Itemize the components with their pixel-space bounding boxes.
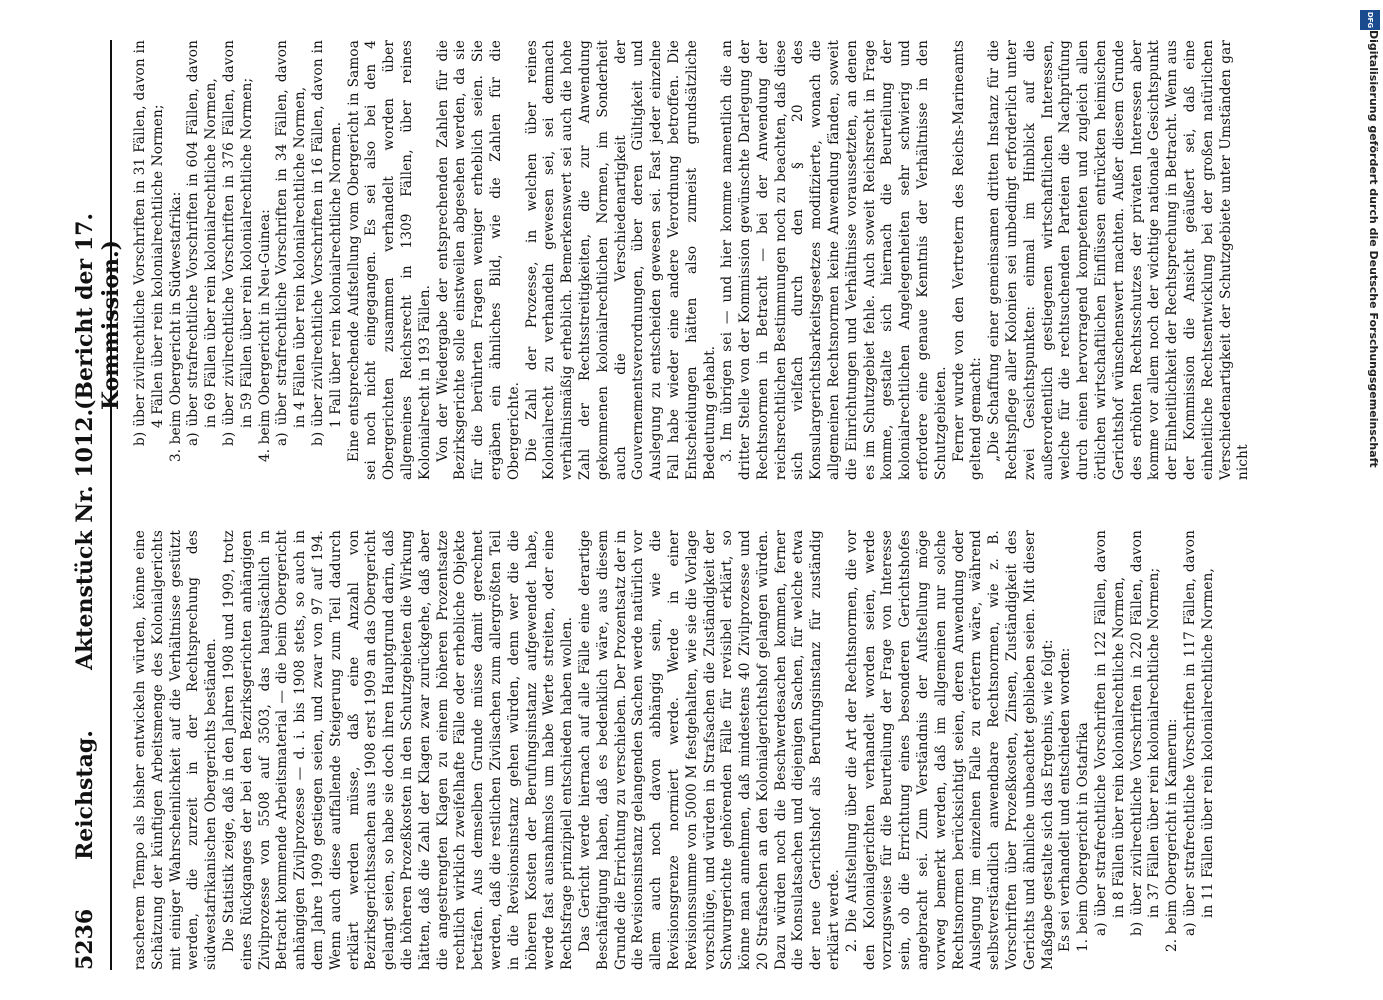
right-column-paragraph: Eine entsprechende Aufstellung vom Obergericht in Samoa sei noch nicht eingegangen. Es sei also bei den 4 Obergerichten zusammen verhandelt worden über allgemeines Reichsrecht in 1309 Fällen, über reines Kolonialrecht in 193 Fällen. <box>345 40 433 480</box>
left-column-paragraph: Es sei verhandelt und entschieden worden: <box>1057 647 1074 952</box>
left-column-paragraph: a) über strafrechtliche Vorschriften in 122 Fällen, davon in 8 Fällen über rein kolonialrechtliche Normen, <box>1093 530 1127 936</box>
left-column-paragraph: Das Gericht werde hiernach auf alle Fälle eine derartige Beschäftigung haben, daß es bedenklich wäre, aus diesem Grunde die Errichtung zu verschieben. Der Prozentsatz der in die Revisionsinstanz gelangenden Sachen werde natürlich vor allem auch noch davon abhängig sein, wie die Revisionsgrenze normiert werde. Werde in einer Revisionssumme von 5000 M festgehalten, wie sie die Vorlage vorschlüge, und würden in Strafsachen die Zuständigkeit der Schwurgerichte gehörenden Fälle für revisibel erklärt, so könne man annehmen, daß mindestens 40 Zivilprozesse und 20 Strafsachen an den Kolonialgerichtshof gelangen würden. Dazu würden noch die Beschwerdesachen kommen, ferner die Konsulatsachen und diejenigen Sachen, für welche etwa der neue Gerichtshof als Berufungsinstanz für zuständig erklärt werde. <box>576 530 843 970</box>
right-column-paragraph: Ferner wurde von den Vertretern des Reichs-Marineamts geltend gemacht: <box>950 40 985 480</box>
header-left-title: Reichstag. <box>72 730 98 860</box>
right-column-paragraph: b) über zivilrechtliche Vorschriften in 31 Fällen, davon in 4 Fällen über rein kolonialrechtliche Normen; <box>132 40 166 446</box>
left-column-paragraph: 2. Die Aufstellung über die Art der Rechtsnormen, die vor den Kolonialgerichten verhandelt worden seien, werde vorzugsweise für die Beurteilung der Frage von Interesse sein, ob die Errichtung eines besonderen Gerichtshofes angebracht sei. Zum Verständnis der Aufstellung möge vorweg bemerkt werden, daß im allgemeinen nur solche Rechtsnormen berücksichtigt seien, deren Anwendung oder Auslegung im einzelnen Falle zu erörtern wäre, während selbstverständlich anwendbare Rechtsnormen, wie z. B. Vorschriften über Prozeßkosten, Zinsen, Zuständigkeit des Gerichts und ähnliche unbeachtet geblieben seien. Mit dieser Maßgabe gestalte sich das Ergebnis, wie folgt: <box>843 530 1056 970</box>
left-column-paragraph: rascherem Tempo als bisher entwickeln würden, könne eine Schätzung der künftigen Arbeitsmenge des Kolonialgerichts mit einiger Wahrscheinlichkeit auf die Verhältnisse gestützt werden, die zurzeit in der Rechtsprechung des südwestafrikanischen Obergerichts beständen. <box>132 530 220 970</box>
digitization-credit: Digitalisierung gefördert durch die Deutsche Forschungsgemeinschaft <box>1367 30 1380 468</box>
page-number: 5236 <box>72 908 98 970</box>
page-header <box>60 40 124 970</box>
rotated-document-page <box>40 0 1340 1000</box>
left-column <box>132 530 1218 970</box>
right-column-paragraph: b) über zivilrechtliche Vorschriften in 16 Fällen, davon in 1 Fall über rein kolonialrechtliche Normen. <box>309 40 344 446</box>
right-column <box>132 40 1253 480</box>
header-middle-title: Aktenstück Nr. 1012. <box>72 408 98 670</box>
right-column-paragraph: a) über strafrechtliche Vorschriften in 604 Fällen, davon in 69 Fällen über rein kolonialrechtliche Normen, <box>185 40 220 446</box>
left-column-paragraph: 2. beim Obergericht in Kamerun: <box>1164 718 1181 952</box>
left-column-paragraph: 1. beim Obergericht in Ostafrika <box>1075 722 1092 952</box>
right-column-paragraph: a) über strafrechtliche Vorschriften in 34 Fällen, davon in 4 Fällen über rein kolonialrechtliche Normen, <box>274 40 309 446</box>
right-column-paragraph: Die Zahl der Prozesse, in welchen über reines Kolonialrecht zu verhandeln gewesen sei, sei demnach verhältnismäßig erheblich. Bemerkenswert sei auch die hohe Zahl der Rechtsstreitigkeiten, die zur Anwendung gekommenen kolonialrechtlichen Normen, im Sonderheit auch die Verschiedenartigkeit der Gouvernementsverordnungen, über deren Gültigkeit und Auslegung zu entscheiden gewesen sei. Fast jeder einzelne Fall habe wieder eine andere Verordnung betroffen. Die Entscheidungen hätten also zumeist grundsätzliche Bedeutung gehabt. <box>523 40 718 480</box>
left-column-paragraph: Die Statistik zeige, daß in den Jahren 1908 und 1909, trotz eines Rückganges der bei den Bezirksgerichten anhängigen Zivilprozesse von 5508 auf 3503, das hauptsächlich in Betracht kommende Arbeitsmaterial — die beim Obergericht anhängigen Zivilprozesse — d. i. bis 1908 stets, so auch in dem Jahre 1909 gestiegen seien, und zwar von 97 auf 194. Wenn auch diese auffallende Steigerung zum Teil dadurch erklärt werden müsse, daß eine Anzahl von Bezirksgerichtssachen aus 1908 erst 1909 an das Obergericht gelangt seien, so habe sie doch ihren Hauptgrund darin, daß die höheren Prozeßkosten in den Schutzgebieten die Wirkung hätten, daß die Zahl der Klagen zwar zurückgehe, daß aber die angestrengten Klagen zu einem höheren Prozentsatze rechtlich wirklich zweifelhafte Fälle oder erhebliche Objekte beträfen. Aus demselben Grunde müsse damit gerechnet werden, daß die restlichen Zivilsachen zum allergrößten Teil in die Revisionsinstanz gehen würden, denn wer die die höheren Kosten der Berufungsinstanz aufgewendet habe, werde fast ausnahmslos um habe Werte streiten, oder eine Rechtsfrage prinzipiell entschieden haben wollen. <box>220 530 576 970</box>
right-column-paragraph: b) über zivilrechtliche Vorschriften in 376 Fällen, davon in 59 Fällen über rein kolonialrechtliche Normen; <box>220 40 255 446</box>
right-column-paragraph: „Die Schaffung einer gemeinsamen dritten Instanz für die Rechtspflege aller Kolonien sei unbedingt erforderlich unter zwei Gesichtspunkten: einmal im Hinblick auf die außerordentlich gestiegenen wirtschaftlichen Interessen, welche für die rechtsuchenden Parteien die Nachprüfung durch einen hervorragend kompetenten und zugleich allen örtlichen wirtschaftlichen Einflüssen entrückten heimischen Gerichtshof wünschenswert machten. Außer diesem Grunde des erhöhten Rechtsschutzes der privaten Interessen aber komme vor allem noch der wichtige nationale Gesichtspunkt der Einheitlichkeit der Rechtsprechung in Betracht. Wenn aus der Kommission die Ansicht geäußert sei, daß eine einheitliche Rechtsentwicklung bei der großen natürlichen Verschiedenartigkeit der Schutzgebiete unter Umständen gar nicht <box>986 40 1252 480</box>
left-column-paragraph: b) über zivilrechtliche Vorschriften in 220 Fällen, davon in 37 Fällen über rein kolonialrechtliche Normen; <box>1128 530 1163 936</box>
right-column-paragraph: 3. beim Obergericht in Südwestafrika: <box>167 191 184 462</box>
right-column-paragraph: Von der Wiedergabe der entsprechenden Zahlen für die Bezirksgerichte solle einstweilen abgesehen werden, da sie für die berührten Fragen weniger erheblich seien. Sie ergäben ein ähnliches Bild, wie die Zahlen für die Obergerichte. <box>434 40 522 480</box>
header-right-title: (Bericht der 17. Kommission.) <box>72 212 124 410</box>
right-column-paragraph: 4. beim Obergericht in Neu-Guinea: <box>256 209 273 462</box>
right-column-paragraph: 3. Im übrigen sei — und hier komme namentlich die an dritter Stelle von der Kommission gewünschte Darlegung der Rechtsnormen in Betracht — bei der Anwendung der reichsrechtlichen Bestimmungen noch zu beachten, daß diese sich vielfach durch den § 20 des Konsulargerichtsbarkeitsgesetzes modifizierte, wonach die allgemeinen Rechtsnormen keine Anwendung fänden, soweit die Einrichtungen und Verhältnisse voraussetzten, an denen es im Schutzgebiet fehle. Auch soweit Reichsrecht in Frage komme, gestalte sich hiernach die Beurteilung der kolonialrechtlichen Angelegenheiten sehr schwierig und erfordere eine genaue Kenntnis der Verhältnisse in den Schutzgebieten. <box>719 40 949 480</box>
left-column-paragraph: a) über strafrechtliche Vorschriften in 117 Fällen, davon in 11 Fällen über rein kolonialrechtliche Normen, <box>1182 530 1216 936</box>
dfg-logo-icon: DFG <box>1360 10 1380 30</box>
